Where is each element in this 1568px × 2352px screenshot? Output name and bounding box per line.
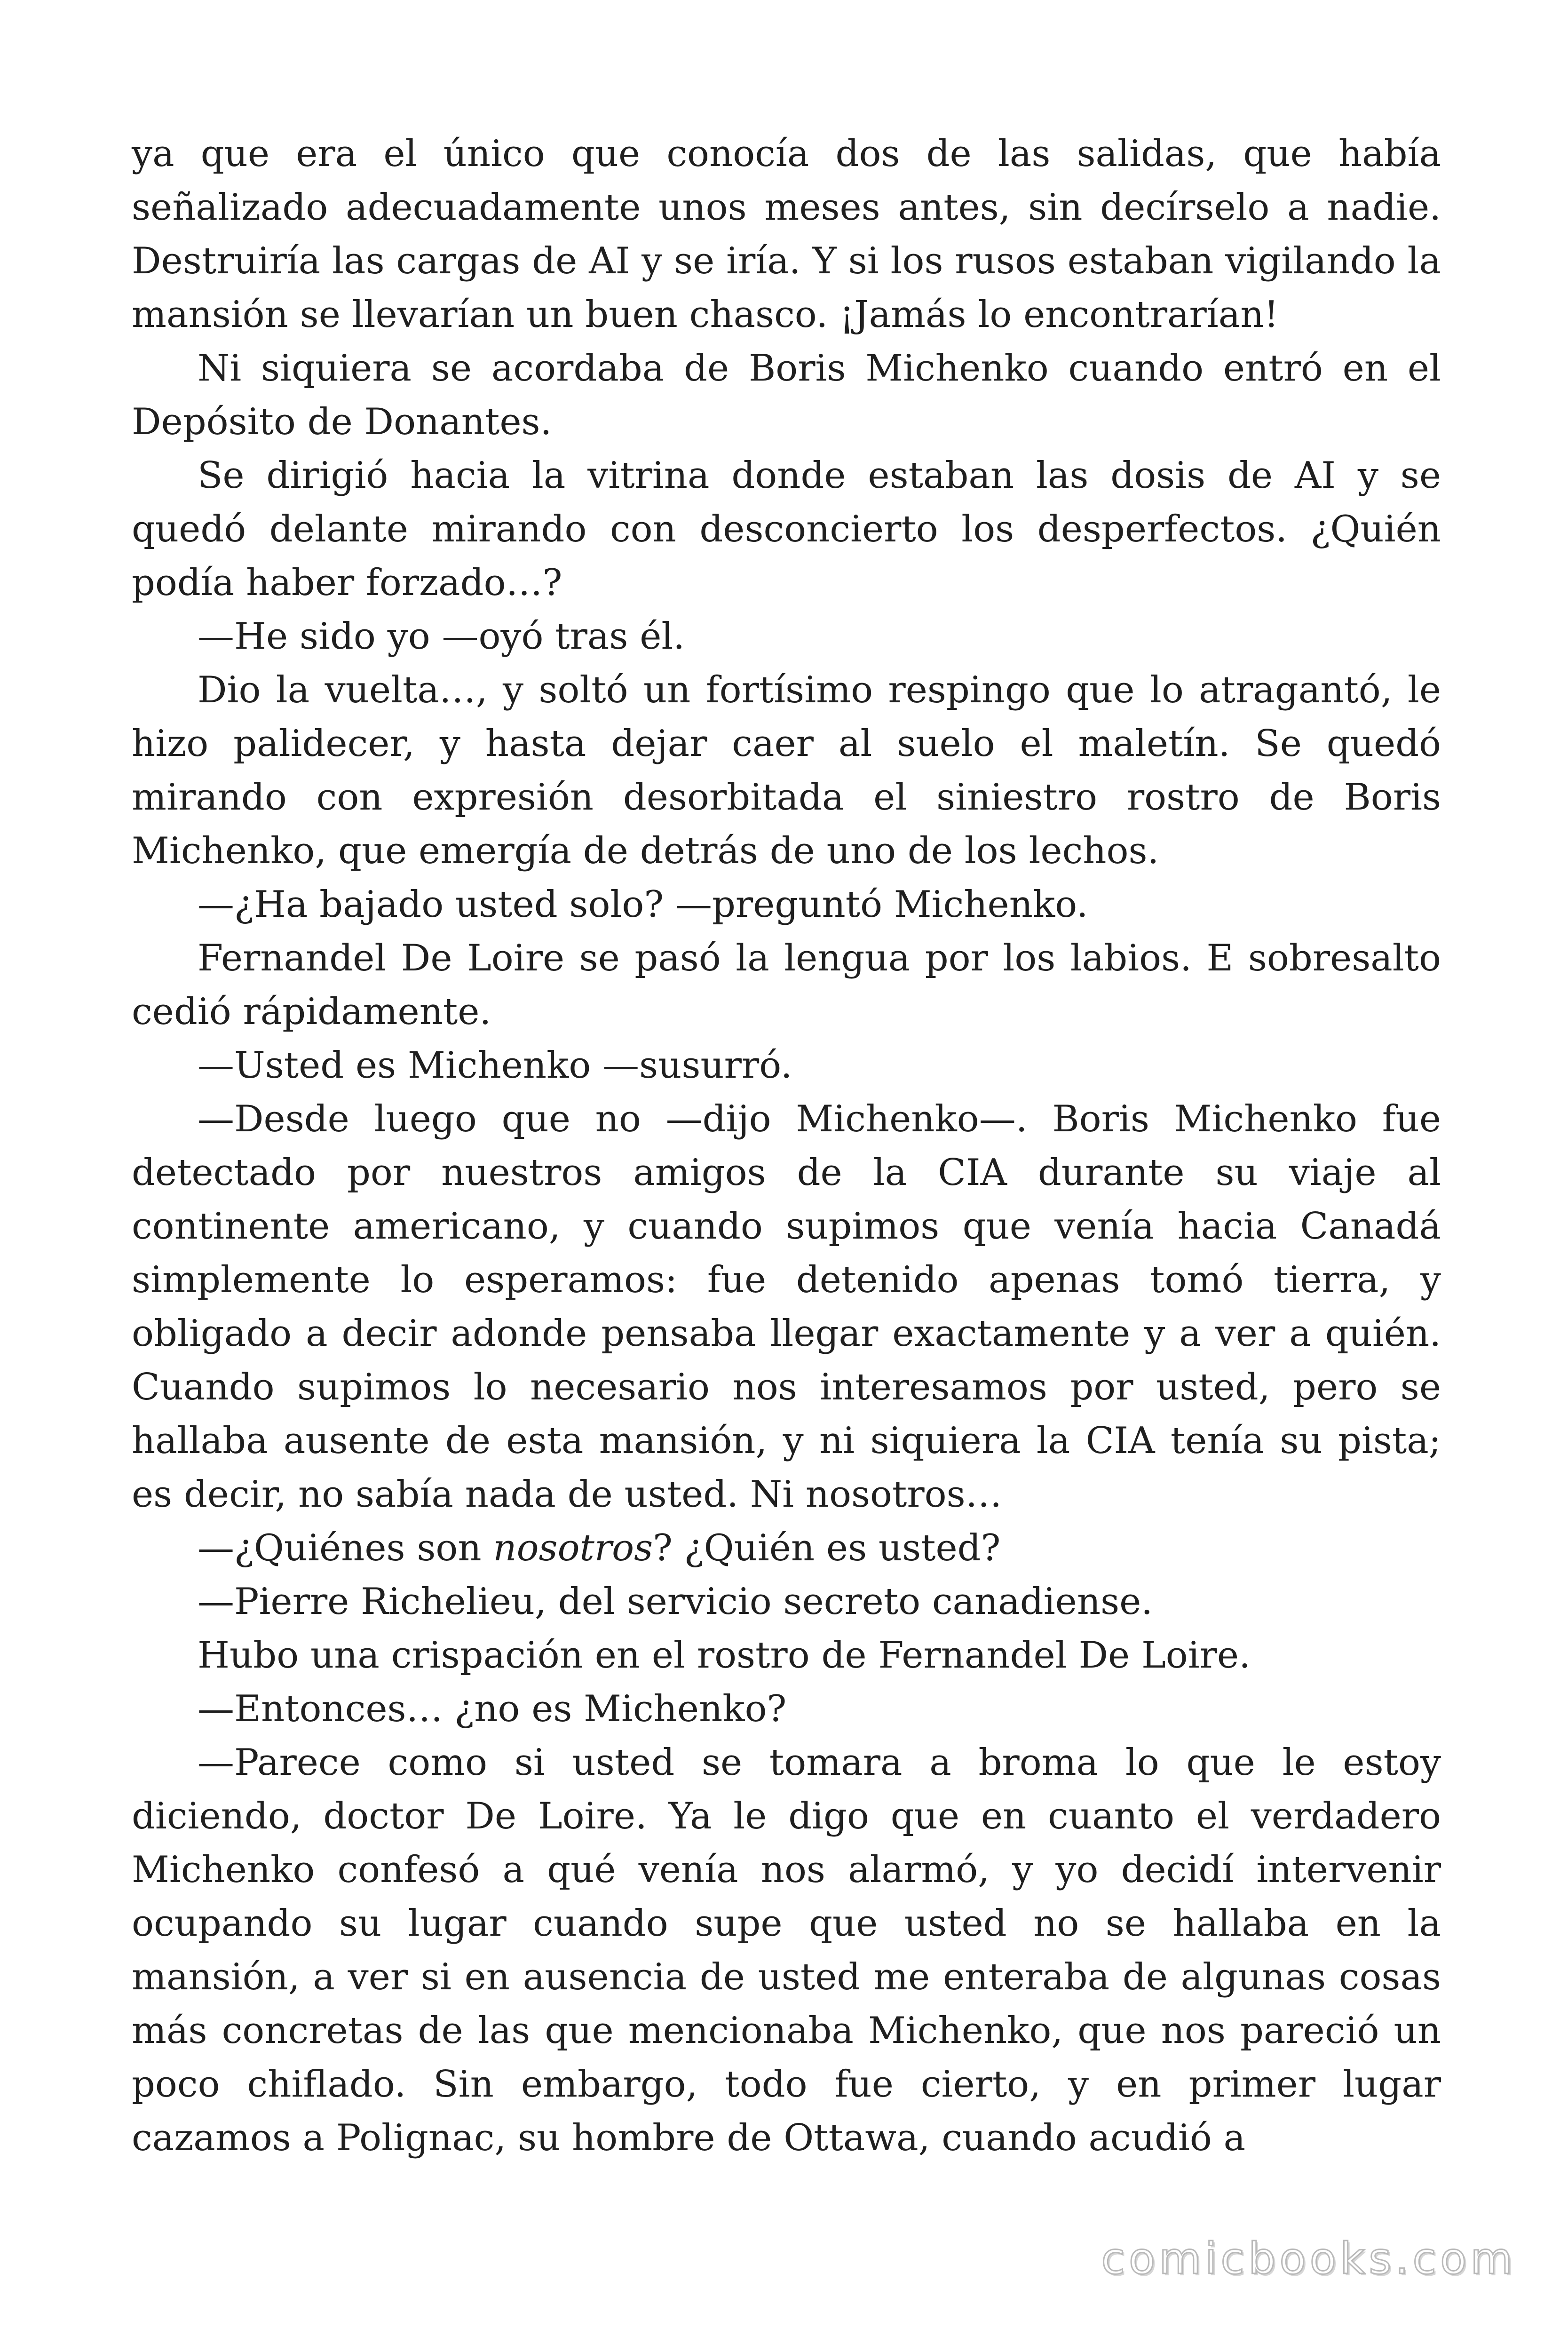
paragraph-14: —Parece como si usted se tomara a broma lo que le estoy diciendo, doctor De Loire. Ya le digo que en cuanto el verdadero Michenko confesó a qué venía nos alarmó, y yo decidí intervenir ocupando su lugar cuando supe que usted no se hallaba en la mansión, a ver si en ausencia de usted me enteraba de algunas cosas más concretas de las que mencionaba Michenko, que nos pareció un poco chiflado. Sin embargo, todo fue cierto, y en primer lugar cazamos a Polignac, su hombre de Ottawa, cuando acudió a — [132, 1741, 1441, 2159]
paragraph-12: Hubo una crispación en el rostro de Fernandel De Loire. — [198, 1634, 1251, 1677]
watermark-text: comicbooks.com — [1101, 2233, 1516, 2284]
paragraph-4: —He sido yo —oyó tras él. — [198, 615, 685, 658]
paragraph-11: —Pierre Richelieu, del servicio secreto canadiense. — [198, 1581, 1153, 1623]
paragraph-6: —¿Ha bajado usted solo? —preguntó Michenko. — [198, 883, 1088, 926]
paragraph-3: Se dirigió hacia la vitrina donde estaban las dosis de AI y se quedó delante mirando con desconcierto los desperfectos. ¿Quién podía haber forzado…? — [132, 454, 1441, 604]
paragraph-10-start: —¿Quiénes son — [198, 1527, 493, 1569]
page-text — [132, 127, 1441, 2165]
paragraph-9: —Desde luego que no —dijo Michenko—. Boris Michenko fue detectado por nuestros amigos de la CIA durante su viaje al continente americano, y cuando supimos que venía hacia Canadá simplemente lo esperamos: fue detenido apenas tomó tierra, y obligado a decir adonde pensaba llegar exactamente y a ver a quién. Cuando supimos lo necesario nos interesamos por usted, pero se hallaba ausente de esta mansión, y ni siquiera la CIA tenía su pista; es decir, no sabía nada de usted. Ni nosotros… — [132, 1098, 1441, 1516]
paragraph-10-italic: nosotros — [493, 1527, 653, 1569]
paragraph-10-end: ? ¿Quién es usted? — [653, 1527, 1001, 1569]
paragraph-10 — [132, 1521, 1441, 1575]
paragraph-7: Fernandel De Loire se pasó la lengua por los labios. E sobresalto cedió rápidamente. — [132, 937, 1441, 1033]
paragraph-13: —Entonces… ¿no es Michenko? — [198, 1688, 787, 1730]
paragraph-1: ya que era el único que conocía dos de las salidas, que había señalizado adecuadamente unos meses antes, sin decírselo a nadie. Destruiría las cargas de AI y se iría. Y si los rusos estaban vigilando la mansión se llevarían un buen chasco. ¡Jamás lo encontrarían! — [132, 133, 1441, 336]
paragraph-8: —Usted es Michenko —susurró. — [198, 1044, 792, 1087]
paragraph-2: Ni siquiera se acordaba de Boris Michenko cuando entró en el Depósito de Donantes. — [132, 347, 1441, 443]
paragraph-5: Dio la vuelta…, y soltó un fortísimo respingo que lo atragantó, le hizo palidecer, y hasta dejar caer al suelo el maletín. Se quedó mirando con expresión desorbitada el siniestro rostro de Boris Michenko, que emergía de detrás de uno de los lechos. — [132, 669, 1441, 872]
